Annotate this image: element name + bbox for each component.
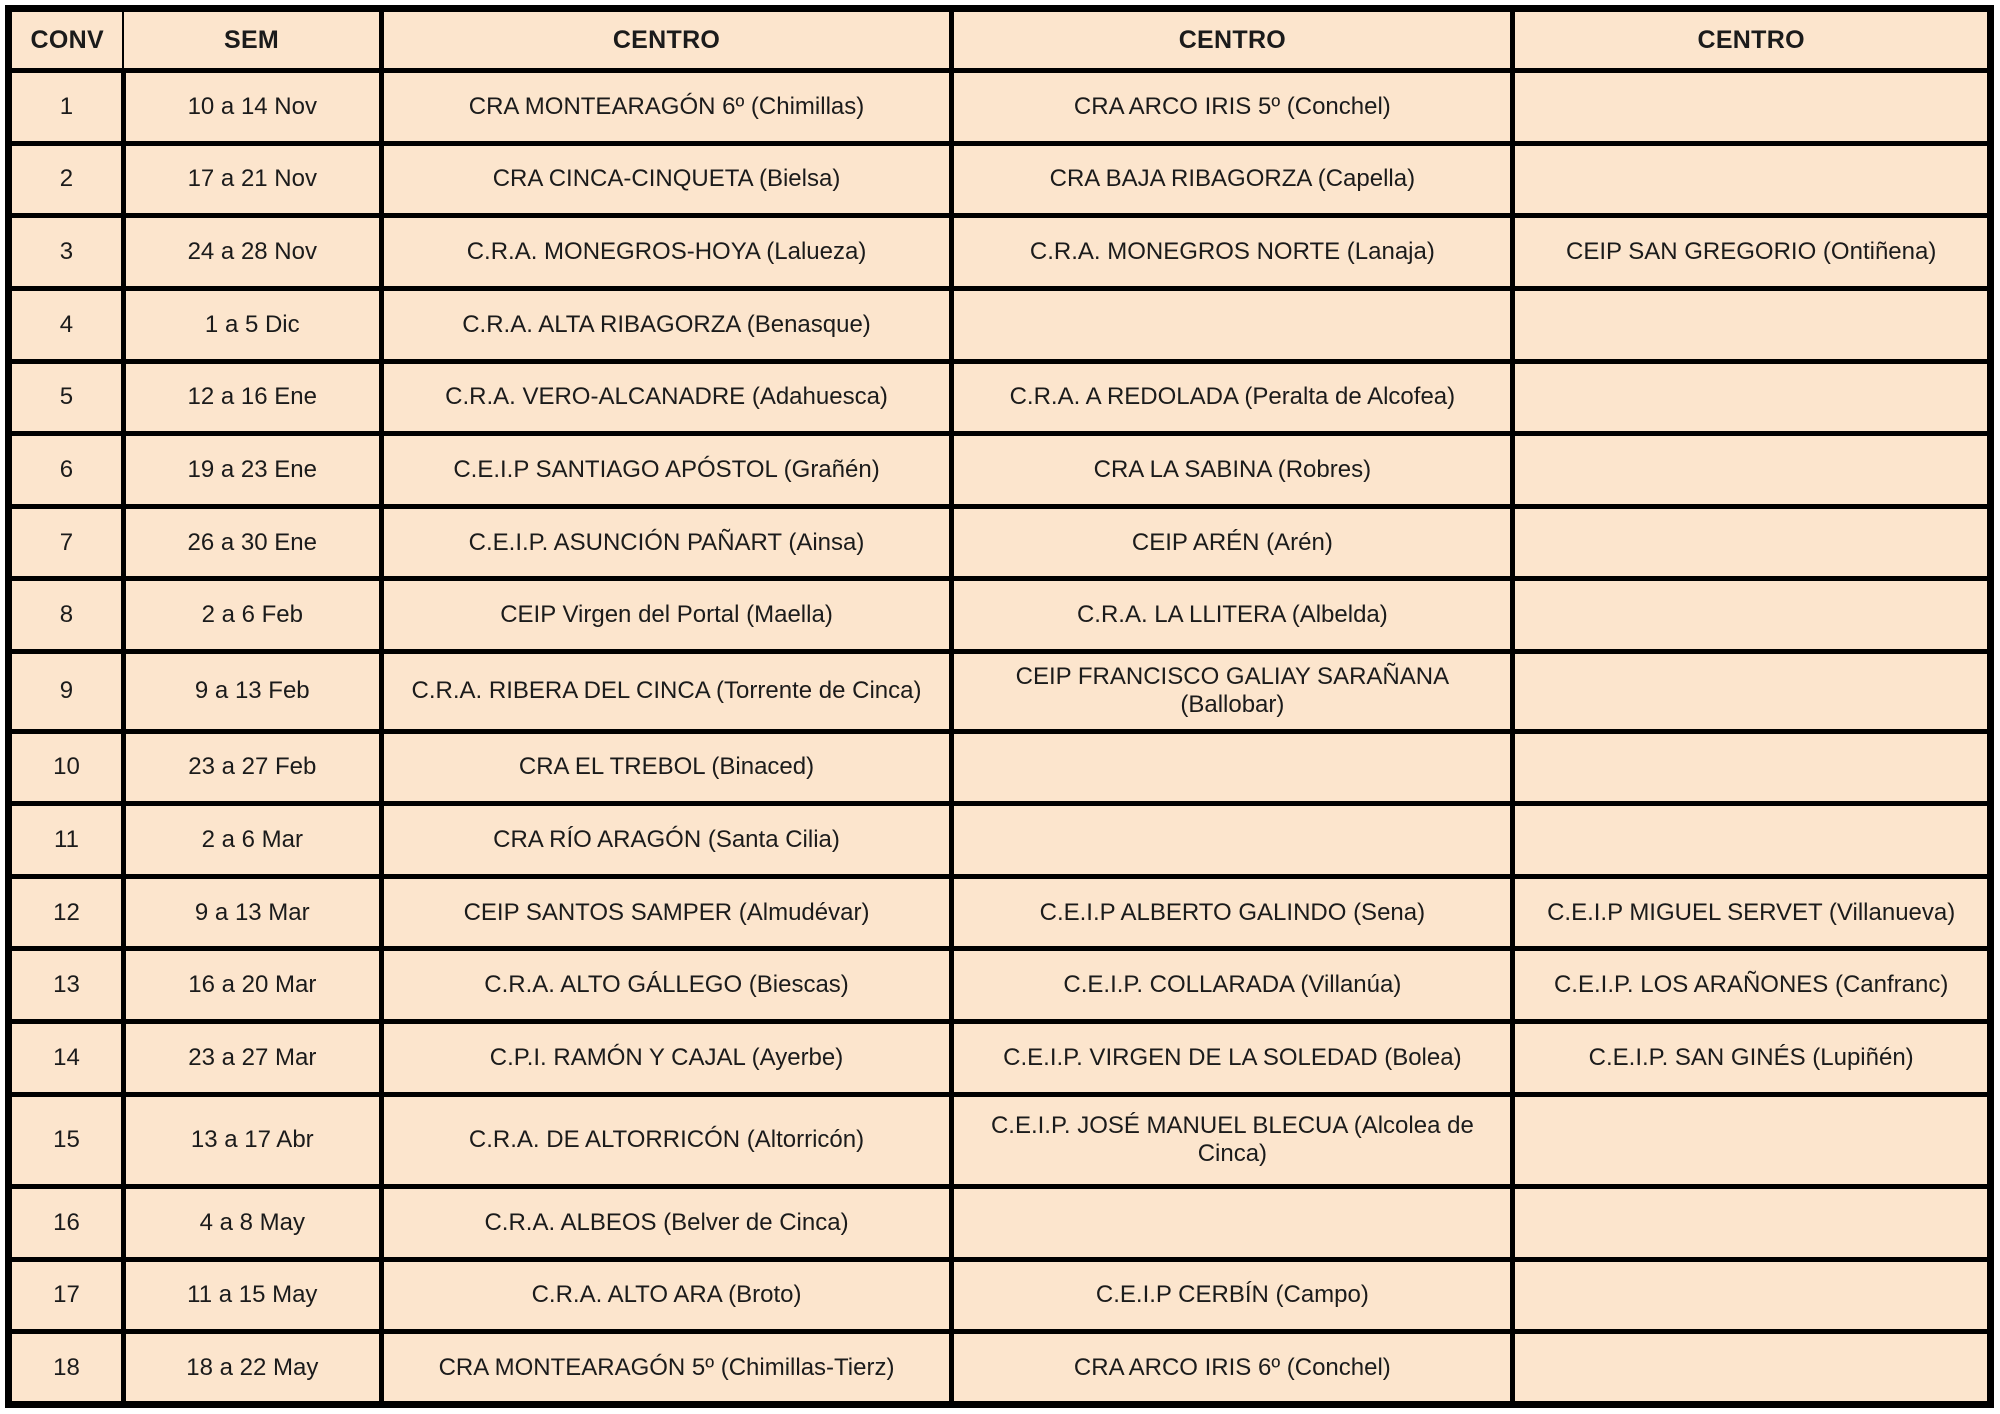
centro-cell — [1513, 434, 1991, 507]
centro-cell — [952, 1186, 1513, 1259]
column-header-conv: CONV — [9, 9, 124, 71]
centro-cell: CEIP FRANCISCO GALIAY SARAÑANA (Ballobar) — [952, 652, 1513, 732]
table-row — [9, 579, 1991, 652]
centro-cell: C.E.I.P. VIRGEN DE LA SOLEDAD (Bolea) — [952, 1022, 1513, 1095]
centro-cell — [1513, 71, 1991, 144]
table-row — [9, 71, 1991, 144]
centro-cell — [1513, 143, 1991, 216]
table-row — [9, 506, 1991, 579]
conv-cell: 5 — [9, 361, 124, 434]
column-header-sem: SEM — [123, 9, 381, 71]
conv-cell: 9 — [9, 652, 124, 732]
centro-cell — [952, 288, 1513, 361]
sem-cell: 19 a 23 Ene — [123, 434, 381, 507]
sem-cell: 18 a 22 May — [123, 1332, 381, 1405]
centro-cell: C.E.I.P CERBÍN (Campo) — [952, 1259, 1513, 1332]
table-row — [9, 361, 1991, 434]
centro-cell: C.R.A. ALTO GÁLLEGO (Biescas) — [381, 949, 952, 1022]
sem-cell: 23 a 27 Mar — [123, 1022, 381, 1095]
sem-cell: 24 a 28 Nov — [123, 216, 381, 289]
centro-cell: C.R.A. MONEGROS-HOYA (Lalueza) — [381, 216, 952, 289]
sem-cell: 4 a 8 May — [123, 1186, 381, 1259]
conv-cell: 14 — [9, 1022, 124, 1095]
centro-cell: C.E.I.P MIGUEL SERVET (Villanueva) — [1513, 876, 1991, 949]
centro-cell: CRA ARCO IRIS 6º (Conchel) — [952, 1332, 1513, 1405]
sem-cell: 9 a 13 Feb — [123, 652, 381, 732]
table-row — [9, 652, 1991, 732]
schedule-table — [5, 5, 1994, 1408]
centro-cell — [1513, 804, 1991, 877]
centro-cell: C.R.A. MONEGROS NORTE (Lanaja) — [952, 216, 1513, 289]
table-row — [9, 1186, 1991, 1259]
conv-cell: 16 — [9, 1186, 124, 1259]
centro-cell: C.E.I.P. LOS ARAÑONES (Canfranc) — [1513, 949, 1991, 1022]
centro-cell — [952, 804, 1513, 877]
sem-cell: 16 a 20 Mar — [123, 949, 381, 1022]
centro-cell — [1513, 361, 1991, 434]
conv-cell: 1 — [9, 71, 124, 144]
centro-cell: C.R.A. VERO-ALCANADRE (Adahuesca) — [381, 361, 952, 434]
centro-cell: CRA CINCA-CINQUETA (Bielsa) — [381, 143, 952, 216]
conv-cell: 8 — [9, 579, 124, 652]
centro-cell: CEIP SANTOS SAMPER (Almudévar) — [381, 876, 952, 949]
column-header-centro-1: CENTRO — [381, 9, 952, 71]
conv-cell: 13 — [9, 949, 124, 1022]
centro-cell — [1513, 288, 1991, 361]
conv-cell: 15 — [9, 1094, 124, 1186]
sem-cell: 17 a 21 Nov — [123, 143, 381, 216]
centro-cell: CRA BAJA RIBAGORZA (Capella) — [952, 143, 1513, 216]
table-row — [9, 1259, 1991, 1332]
centro-cell: C.R.A. DE ALTORRICÓN (Altorricón) — [381, 1094, 952, 1186]
conv-cell: 7 — [9, 506, 124, 579]
table-row — [9, 143, 1991, 216]
centro-cell: C.R.A. ALTO ARA (Broto) — [381, 1259, 952, 1332]
centro-cell: CRA EL TREBOL (Binaced) — [381, 731, 952, 804]
centro-cell: C.R.A. LA LLITERA (Albelda) — [952, 579, 1513, 652]
sem-cell: 1 a 5 Dic — [123, 288, 381, 361]
centro-cell: CRA ARCO IRIS 5º (Conchel) — [952, 71, 1513, 144]
centro-cell — [1513, 731, 1991, 804]
table-row — [9, 434, 1991, 507]
centro-cell: C.E.I.P. JOSÉ MANUEL BLECUA (Alcolea de Cinca) — [952, 1094, 1513, 1186]
sem-cell: 9 a 13 Mar — [123, 876, 381, 949]
centro-cell — [1513, 1186, 1991, 1259]
centro-cell: C.E.I.P ALBERTO GALINDO (Sena) — [952, 876, 1513, 949]
centro-cell: CEIP Virgen del Portal (Maella) — [381, 579, 952, 652]
centro-cell: C.P.I. RAMÓN Y CAJAL (Ayerbe) — [381, 1022, 952, 1095]
sem-cell: 2 a 6 Feb — [123, 579, 381, 652]
centro-cell — [1513, 1094, 1991, 1186]
centro-cell — [1513, 652, 1991, 732]
conv-cell: 2 — [9, 143, 124, 216]
centro-cell: C.E.I.P. SAN GINÉS (Lupiñén) — [1513, 1022, 1991, 1095]
centro-cell: CRA MONTEARAGÓN 6º (Chimillas) — [381, 71, 952, 144]
sem-cell: 23 a 27 Feb — [123, 731, 381, 804]
centro-cell — [1513, 506, 1991, 579]
centro-cell: C.R.A. ALTA RIBAGORZA (Benasque) — [381, 288, 952, 361]
centro-cell: C.R.A. RIBERA DEL CINCA (Torrente de Cinca) — [381, 652, 952, 732]
centro-cell: C.R.A. ALBEOS (Belver de Cinca) — [381, 1186, 952, 1259]
table-row — [9, 731, 1991, 804]
centro-cell — [1513, 1332, 1991, 1405]
conv-cell: 17 — [9, 1259, 124, 1332]
centro-cell: CRA LA SABINA (Robres) — [952, 434, 1513, 507]
centro-cell: C.R.A. A REDOLADA (Peralta de Alcofea) — [952, 361, 1513, 434]
centro-cell — [1513, 579, 1991, 652]
header-row — [9, 9, 1991, 71]
sem-cell: 2 a 6 Mar — [123, 804, 381, 877]
conv-cell: 18 — [9, 1332, 124, 1405]
table-row — [9, 1332, 1991, 1405]
table-row — [9, 216, 1991, 289]
column-header-centro-2: CENTRO — [952, 9, 1513, 71]
conv-cell: 11 — [9, 804, 124, 877]
conv-cell: 6 — [9, 434, 124, 507]
table-row — [9, 1094, 1991, 1186]
sem-cell: 11 a 15 May — [123, 1259, 381, 1332]
table-row — [9, 949, 1991, 1022]
conv-cell: 3 — [9, 216, 124, 289]
table-row — [9, 288, 1991, 361]
sem-cell: 13 a 17 Abr — [123, 1094, 381, 1186]
centro-cell: C.E.I.P SANTIAGO APÓSTOL (Grañén) — [381, 434, 952, 507]
sem-cell: 26 a 30 Ene — [123, 506, 381, 579]
table-row — [9, 876, 1991, 949]
conv-cell: 12 — [9, 876, 124, 949]
centro-cell — [1513, 1259, 1991, 1332]
centro-cell: CRA MONTEARAGÓN 5º (Chimillas-Tierz) — [381, 1332, 952, 1405]
centro-cell: C.E.I.P. COLLARADA (Villanúa) — [952, 949, 1513, 1022]
centro-cell — [952, 731, 1513, 804]
column-header-centro-3: CENTRO — [1513, 9, 1991, 71]
sem-cell: 12 a 16 Ene — [123, 361, 381, 434]
centro-cell: C.E.I.P. ASUNCIÓN PAÑART (Ainsa) — [381, 506, 952, 579]
centro-cell: CEIP SAN GREGORIO (Ontiñena) — [1513, 216, 1991, 289]
centro-cell: CEIP ARÉN (Arén) — [952, 506, 1513, 579]
table-row — [9, 1022, 1991, 1095]
table-row — [9, 804, 1991, 877]
centro-cell: CRA RÍO ARAGÓN (Santa Cilia) — [381, 804, 952, 877]
conv-cell: 10 — [9, 731, 124, 804]
conv-cell: 4 — [9, 288, 124, 361]
sem-cell: 10 a 14 Nov — [123, 71, 381, 144]
